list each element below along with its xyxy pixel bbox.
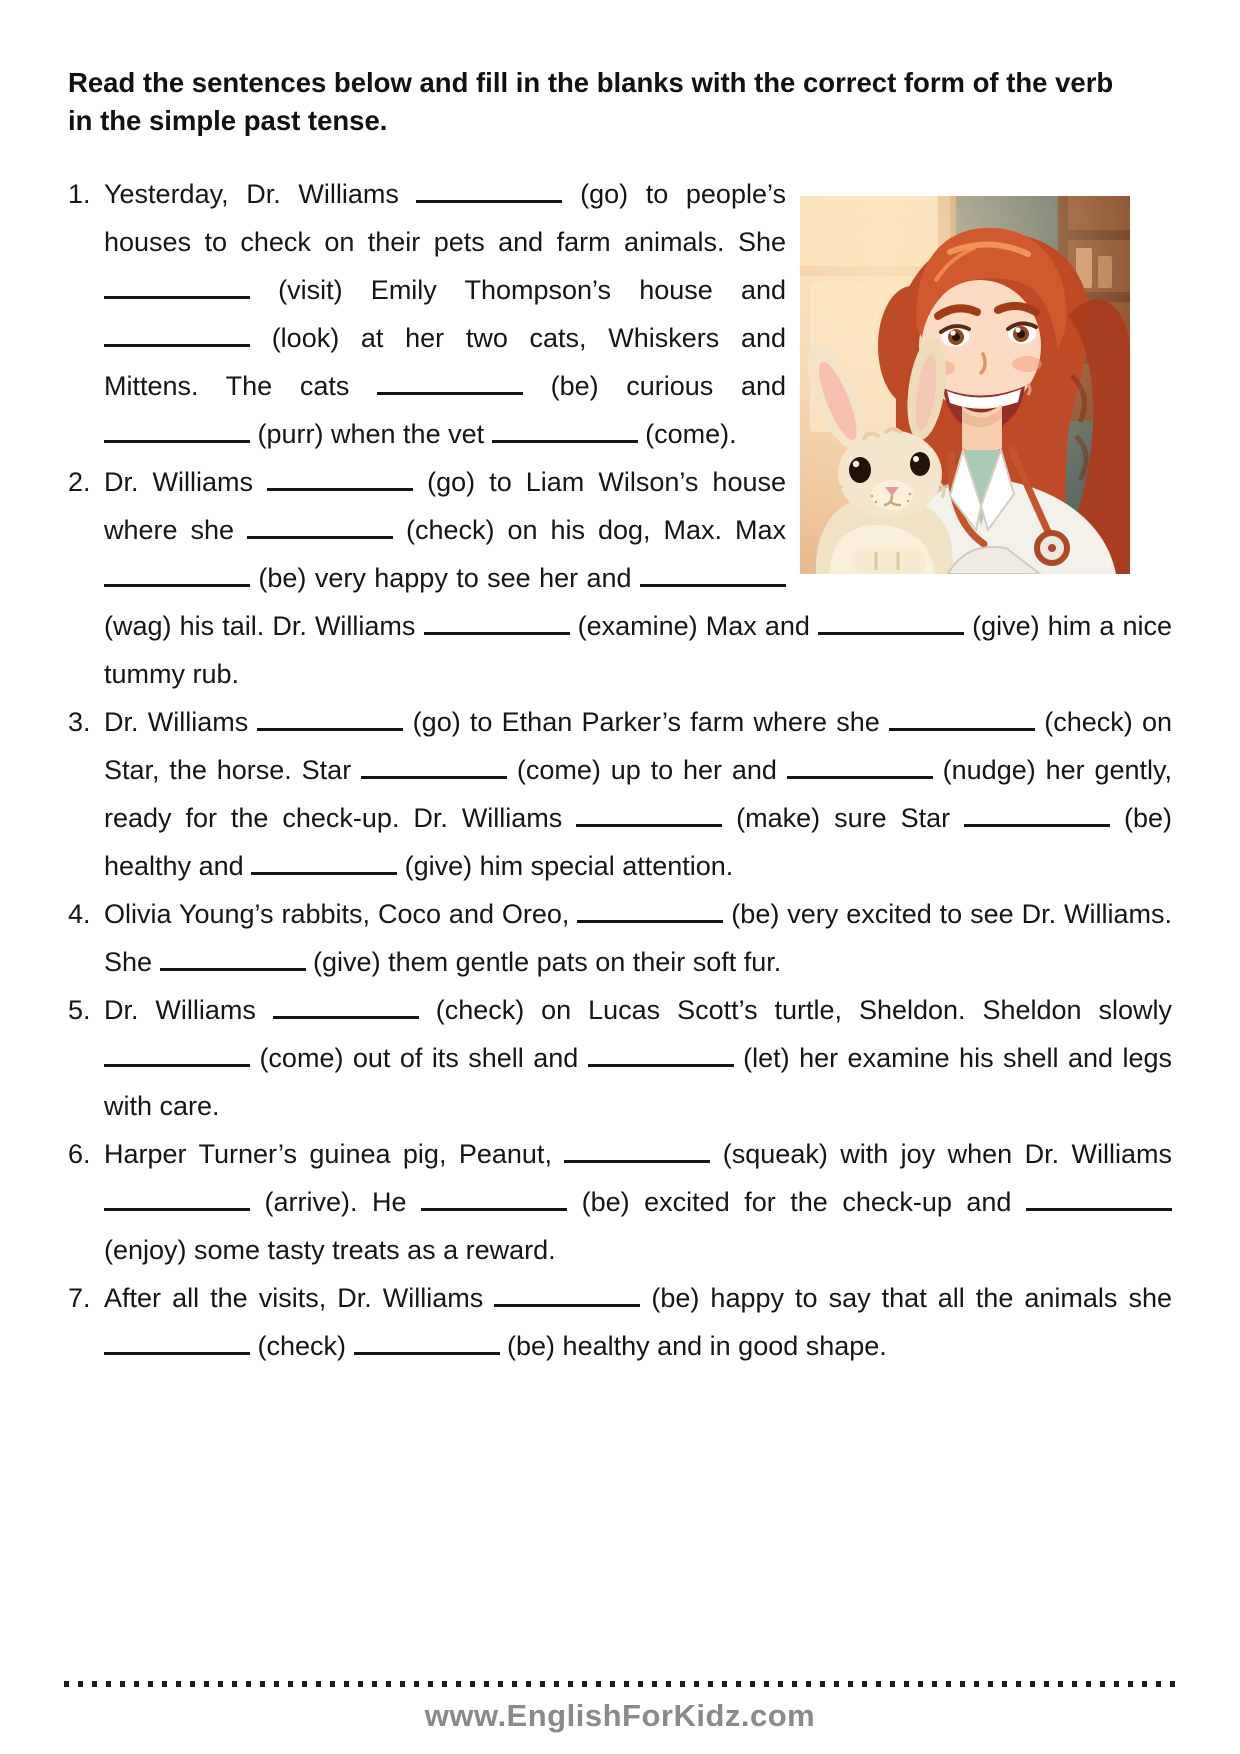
item-number: 2. xyxy=(68,466,91,497)
answer-blank[interactable] xyxy=(492,415,638,443)
answer-blank[interactable] xyxy=(889,703,1035,731)
item-text: Harper Turner’s guinea pig, Peanut, (squeak) with joy when Dr. Williams (arrive). He (be) excited for the check-up and (enjoy) some tasty treats as a reward. xyxy=(104,1139,1172,1265)
answer-blank[interactable] xyxy=(354,1327,500,1355)
item-text: Yesterday, Dr. Williams (go) to people’s houses to check on their pets and farm animals. She (visit) Emily Thompson’s house and (look) at her two cats, Whiskers and Mittens. The cats (be) curious and (purr) when the vet (come). xyxy=(104,179,786,449)
exercise-item xyxy=(68,986,1172,1130)
answer-blank[interactable] xyxy=(964,799,1110,827)
item-number: 3. xyxy=(68,706,91,737)
answer-blank[interactable] xyxy=(104,415,250,443)
answer-blank[interactable] xyxy=(424,607,570,635)
dotted-divider xyxy=(64,1681,1176,1687)
answer-blank[interactable] xyxy=(421,1183,567,1211)
answer-blank[interactable] xyxy=(104,559,250,587)
answer-blank[interactable] xyxy=(640,559,786,587)
answer-blank[interactable] xyxy=(577,895,723,923)
answer-blank[interactable] xyxy=(251,847,397,875)
answer-blank[interactable] xyxy=(818,607,964,635)
answer-blank[interactable] xyxy=(494,1279,640,1307)
worksheet-title: Read the sentences below and fill in the blanks with the correct form of the verb in the simple past tense. xyxy=(68,67,1114,136)
exercise-item xyxy=(68,170,1172,458)
answer-blank[interactable] xyxy=(576,799,722,827)
exercise-item xyxy=(68,1130,1172,1274)
item-text: Dr. Williams (check) on Lucas Scott’s turtle, Sheldon. Sheldon slowly (come) out of its shell and (let) her examine his shell and legs with care. xyxy=(104,995,1172,1121)
answer-blank[interactable] xyxy=(588,1039,734,1067)
item-text: Dr. Williams (go) to Ethan Parker’s farm where she (check) on Star, the horse. Star (come) up to her and (nudge) her gently, ready for the check-up. Dr. Williams (make) sure Star (be) healthy and (give) him special attention. xyxy=(104,707,1172,881)
item-text: Dr. Williams (go) to Liam Wilson’s house where she (check) on his dog, Max. Max (be) very happy to see her and (wag) his tail. Dr. Williams (examine) Max and (give) him a nice tummy rub. xyxy=(104,467,1172,689)
answer-blank[interactable] xyxy=(104,319,250,347)
answer-blank[interactable] xyxy=(416,175,562,203)
footer-url: www.EnglishForKidz.com xyxy=(424,1698,816,1733)
exercise-item xyxy=(68,458,1172,698)
item-number: 4. xyxy=(68,898,91,929)
answer-blank[interactable] xyxy=(273,991,419,1019)
answer-blank[interactable] xyxy=(361,751,507,779)
answer-blank[interactable] xyxy=(247,511,393,539)
answer-blank[interactable] xyxy=(1026,1183,1172,1211)
exercise-item xyxy=(68,698,1172,890)
item-text: After all the visits, Dr. Williams (be) happy to say that all the animals she (check) (be) healthy and in good shape. xyxy=(104,1283,1172,1361)
answer-blank[interactable] xyxy=(267,463,413,491)
exercise-list xyxy=(68,170,1172,1370)
answer-blank[interactable] xyxy=(564,1135,710,1163)
answer-blank[interactable] xyxy=(377,367,523,395)
exercise-item xyxy=(68,890,1172,986)
answer-blank[interactable] xyxy=(160,943,306,971)
answer-blank[interactable] xyxy=(257,703,403,731)
item-text: Olivia Young’s rabbits, Coco and Oreo, (be) very excited to see Dr. Williams. She (give) them gentle pats on their soft fur. xyxy=(104,899,1172,977)
answer-blank[interactable] xyxy=(104,1327,250,1355)
answer-blank[interactable] xyxy=(104,271,250,299)
item-number: 6. xyxy=(68,1138,91,1169)
exercise-item xyxy=(68,1274,1172,1370)
item-number: 1. xyxy=(68,178,91,209)
answer-blank[interactable] xyxy=(104,1039,250,1067)
answer-blank[interactable] xyxy=(787,751,933,779)
answer-blank[interactable] xyxy=(104,1183,250,1211)
item-number: 7. xyxy=(68,1282,91,1313)
item-number: 5. xyxy=(68,994,91,1025)
